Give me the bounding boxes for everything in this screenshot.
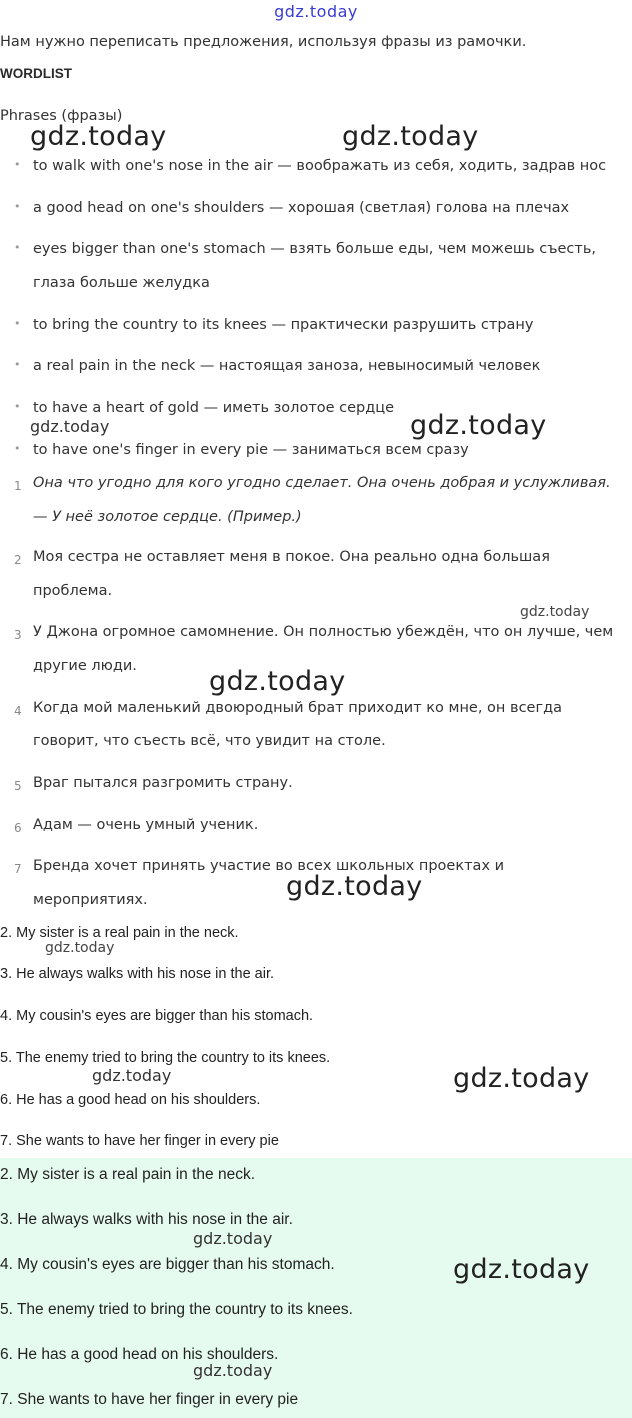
answer-line: 3. He always walks with his nose in the air. <box>0 966 275 982</box>
exercise-text: говорит, что съесть всё, что увидит на столе. <box>33 733 386 749</box>
exercise-text: Когда мой маленький двоюродный брат приходит ко мне, он всегда <box>33 700 562 716</box>
exercise-number: 7 <box>14 862 22 876</box>
exercise-number: 3 <box>14 628 22 642</box>
exercise-text: Бренда хочет принять участие во всех школьных проектах и <box>33 858 505 874</box>
answer-line-highlighted: 2. My sister is a real pain in the neck. <box>0 1166 256 1183</box>
answer-line-highlighted: 5. The enemy tried to bring the country to its knees. <box>0 1301 353 1318</box>
answer-line: 4. My cousin's eyes are bigger than his stomach. <box>0 1008 314 1024</box>
answer-line-highlighted: 7. She wants to have her finger in every pie <box>0 1391 299 1408</box>
exercise-text: Адам — очень умный ученик. <box>33 817 259 833</box>
watermark: gdz.today <box>193 1229 273 1248</box>
answer-highlight-box <box>0 1158 632 1418</box>
wordlist-heading: WORDLIST <box>0 66 72 81</box>
exercise-number: 4 <box>14 704 22 718</box>
site-logo[interactable]: gdz.today <box>274 2 358 21</box>
exercise-number: 2 <box>14 553 22 567</box>
watermark: gdz.today <box>209 666 346 697</box>
watermark: gdz.today <box>286 871 423 902</box>
phrases-heading: Phrases (фразы) <box>0 108 123 124</box>
exercise-text: Враг пытался разгромить страну. <box>33 775 293 791</box>
answer-line: 5. The enemy tried to bring the country to its knees. <box>0 1050 331 1066</box>
exercise-number: 5 <box>14 779 22 793</box>
exercise-text: проблема. <box>33 583 113 599</box>
exercise-text: Моя сестра не оставляет меня в покое. Она реально одна большая <box>33 549 550 565</box>
answer-line: 6. He has a good head on his shoulders. <box>0 1092 261 1108</box>
answer-line-highlighted: 4. My cousin's eyes are bigger than his stomach. <box>0 1256 335 1273</box>
exercise-text: — У неё золотое сердце. (Пример.) <box>33 509 302 525</box>
watermark: gdz.today <box>45 940 115 956</box>
watermark: gdz.today <box>342 121 479 152</box>
bullet-icon: • <box>14 158 21 171</box>
exercise-text: другие люди. <box>33 658 137 674</box>
watermark: gdz.today <box>453 1254 590 1285</box>
bullet-icon: • <box>14 358 21 371</box>
bullet-icon: • <box>14 200 21 213</box>
bullet-icon: • <box>14 317 21 330</box>
watermark: gdz.today <box>410 410 547 441</box>
answer-line-highlighted: 6. He has a good head on his shoulders. <box>0 1346 279 1363</box>
exercise-number: 1 <box>14 479 22 493</box>
watermark: gdz.today <box>520 604 590 620</box>
bullet-icon: • <box>14 400 21 413</box>
watermark: gdz.today <box>30 121 167 152</box>
exercise-text: мероприятиях. <box>33 892 148 908</box>
exercise-text: У Джона огромное самомнение. Он полностью убеждён, что он лучше, чем <box>33 624 614 640</box>
bullet-icon: • <box>14 442 21 455</box>
watermark: gdz.today <box>193 1361 273 1380</box>
watermark: gdz.today <box>30 417 110 436</box>
exercise-text: Она что угодно для кого угодно сделает. Она очень добрая и услужливая. <box>33 475 611 491</box>
answer-line-highlighted: 3. He always walks with his nose in the air. <box>0 1211 293 1228</box>
watermark: gdz.today <box>92 1066 172 1085</box>
exercise-number: 6 <box>14 821 22 835</box>
watermark: gdz.today <box>453 1063 590 1094</box>
bullet-icon: • <box>14 241 21 254</box>
answer-line: 7. She wants to have her finger in every pie <box>0 1133 279 1149</box>
answer-line: 2. My sister is a real pain in the neck. <box>0 925 239 941</box>
task-instruction: Нам нужно переписать предложения, используя фразы из рамочки. <box>0 34 527 50</box>
